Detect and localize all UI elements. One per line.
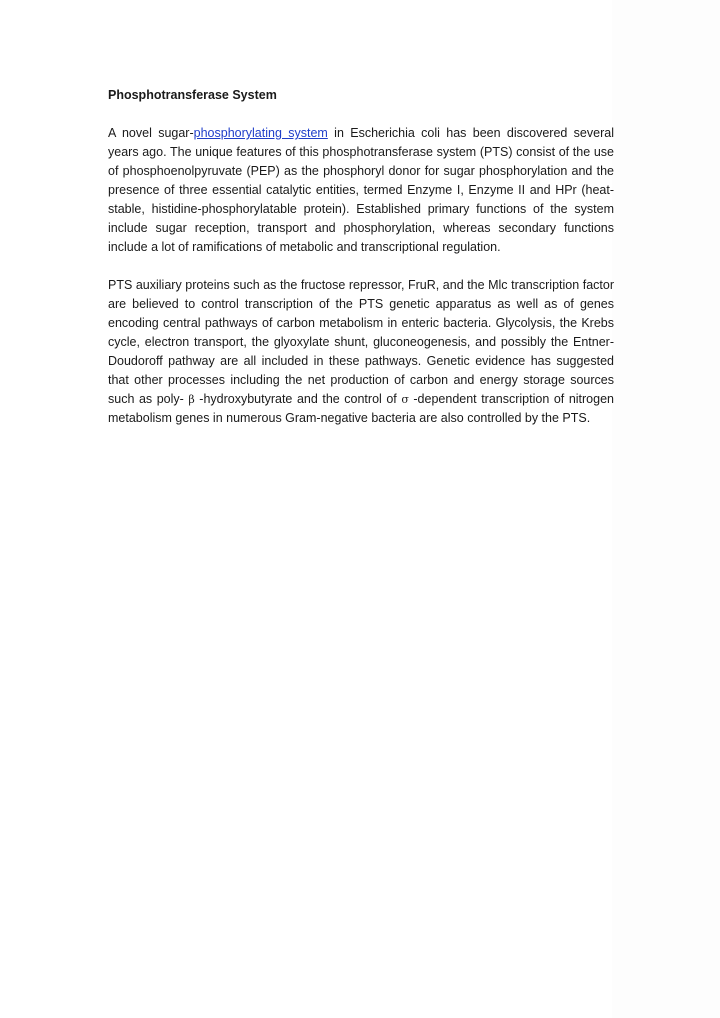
phosphorylating-system-link[interactable]: phosphorylating system — [193, 126, 328, 140]
paragraph-1 — [108, 124, 614, 257]
paragraph-2 — [108, 276, 614, 428]
sigma-symbol: σ — [401, 393, 409, 406]
page-shade — [612, 0, 720, 1018]
paragraph-2-part-1: PTS auxiliary proteins such as the fructose repressor, FruR, and the Mlc transcription factor are believed to control transcription of the PTS genetic apparatus as well as of genes encoding central pathways of carbon metabolism in enteric bacteria. Glycolysis, the Krebs cycle, electron transport, the glyoxylate shunt, gluconeogenesis, and possibly the Entner-Doudoroff pathway are all included in these pathways. Genetic evidence has suggested that other processes including the net production of carbon and energy storage sources such as poly- — [108, 278, 614, 406]
document-title: Phosphotransferase System — [108, 88, 277, 102]
paragraph-1-intro: A novel sugar- — [108, 126, 194, 140]
document-body — [108, 86, 614, 447]
beta-symbol: β — [188, 393, 195, 406]
paragraph-2-part-2: -hydroxybutyrate and the control of — [194, 392, 402, 406]
paragraph-2-part-3: -dependent transcription of nitrogen metabolism genes in numerous Gram-negative bacteria are also controlled by the PTS. — [108, 392, 614, 425]
paragraph-1-body: in Escherichia coli has been discovered several years ago. The unique features of this phosphotransferase system (PTS) consist of the use of phosphoenolpyruvate (PEP) as the phosphoryl donor for sugar phosphorylation and the presence of three essential catalytic entities, termed Enzyme I, Enzyme II and HPr (heat-stable, histidine-phosphorylatable protein). Established primary functions of the system include sugar reception, transport and phosphorylation, whereas secondary functions include a lot of ramifications of metabolic and transcriptional regulation. — [108, 126, 614, 254]
